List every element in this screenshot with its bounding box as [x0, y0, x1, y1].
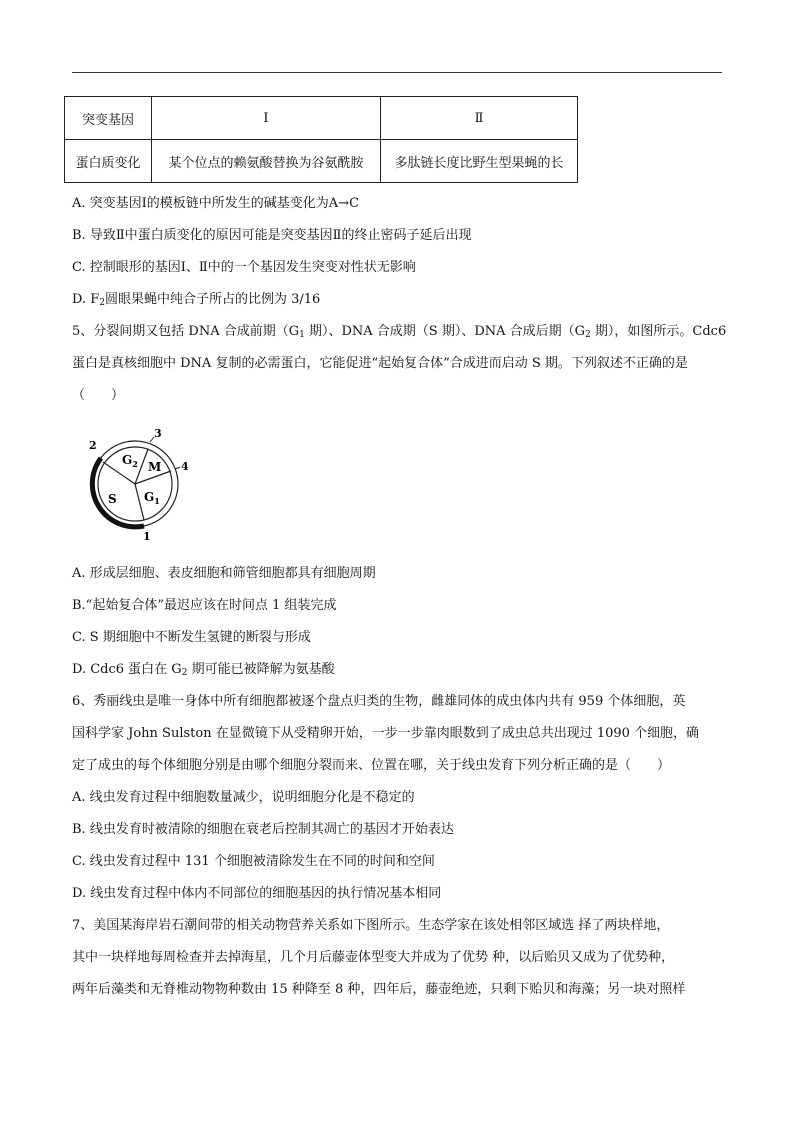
q6-stem-line-1: 6、秀丽线虫是唯一身体中所有细胞都被逐个盘点归类的生物，雌雄同体的成虫体内共有 959 个体细胞，英: [72, 694, 686, 709]
subscript: 1: [299, 330, 305, 340]
cell-cycle-diagram: [80, 428, 200, 548]
q5-option-c: C. S 期细胞中不断发生氢键的断裂与形成: [72, 630, 311, 645]
subscript: 2: [99, 298, 105, 308]
q6-option-b: B. 线虫发育时被清除的细胞在衰老后控制其凋亡的基因才开始表达: [72, 822, 454, 837]
table-cell: 蛋白质变化: [65, 140, 152, 183]
q4-option-a: A. 突变基因Ⅰ的模板链中所发生的碱基变化为A→C: [72, 196, 360, 211]
point-label-2: 2: [89, 439, 97, 452]
table-cell: 某个位点的赖氨酸替换为谷氨酰胺: [152, 140, 381, 183]
point-label-4: 4: [181, 460, 189, 473]
text: D. Cdc6 蛋白在 G: [72, 662, 182, 677]
table-cell: 多肽链长度比野生型果蝇的长: [381, 140, 578, 183]
phase-label-g1: $G_1$: [144, 490, 160, 506]
phase-label-g2: $G_2$: [122, 453, 138, 469]
q7-stem-line-1: 7、美国某海岸岩石潮间带的相关动物营养关系如下图所示。生态学家在该处相邻区域选 择了两块样地，: [72, 918, 670, 933]
phase-label-s: S: [108, 492, 117, 506]
table-row: [65, 140, 578, 183]
mutation-table: [64, 96, 578, 183]
divider-line: [135, 484, 144, 520]
q6-stem-line-3: 定了成虫的每个体细胞分别是由哪个细胞分裂而来、位置在哪，关于线虫发育下列分析正确的是（ ）: [72, 758, 671, 773]
q5-stem-line-3: （ ）: [72, 388, 125, 403]
point-label-1: 1: [143, 530, 151, 543]
q4-option-d: [72, 292, 320, 311]
text: 5、分裂间期又包括 DNA 合成前期（G: [72, 324, 300, 339]
text: 期）、DNA 合成期（S 期）、DNA 合成后期（G: [304, 324, 586, 339]
q5-option-a: A. 形成层细胞、表皮细胞和筛管细胞都具有细胞周期: [72, 566, 376, 581]
table-cell: 突变基因: [65, 97, 152, 140]
q6-stem-line-2: 国科学家 John Sulston 在显微镜下从受精卵开始，一步一步靠肉眼数到了成虫总共出现过 1090 个细胞，确: [72, 726, 700, 741]
q7-stem-line-3: 两年后藻类和无脊椎动物物种数由 15 种降至 8 种，四年后，藤壶绝迹，只剩下贻贝和海藻；另一块对照样: [72, 982, 686, 997]
header-rule: [72, 72, 722, 73]
point-label-3: 3: [154, 428, 162, 440]
text: 圆眼果蝇中纯合子所占的比例为 3/16: [104, 292, 321, 307]
text: D. F: [72, 292, 100, 307]
phase-label-m: M: [148, 460, 162, 474]
table-cell: Ⅱ: [381, 97, 578, 140]
text: 期可能已被降解为氨基酸: [187, 662, 335, 677]
subscript: 2: [585, 330, 591, 340]
q5-option-b: B.“起始复合体”最迟应该在时间点 1 组装完成: [72, 598, 337, 613]
table-row: [65, 97, 578, 140]
q5-option-d: [72, 662, 335, 681]
table-cell: Ⅰ: [152, 97, 381, 140]
q4-option-c: C. 控制眼形的基因Ⅰ、Ⅱ中的一个基因发生突变对性状无影响: [72, 260, 416, 275]
text: 期），如图所示。Cdc6: [590, 324, 727, 339]
q5-stem-line-2: 蛋白是真核细胞中 DNA 复制的必需蛋白，它能促进“起始复合体”合成进而启动 S 期。下列叙述不正确的是: [72, 356, 688, 371]
q7-stem-line-2: 其中一块样地每周检查并去掉海星，几个月后藤壶体型变大并成为了优势 种，以后贻贝又成为了优势种，: [72, 950, 675, 965]
q6-option-a: A. 线虫发育过程中细胞数量减少，说明细胞分化是不稳定的: [72, 790, 415, 805]
pointer-tick: [175, 467, 180, 469]
q6-option-c: C. 线虫发育过程中 131 个细胞被清除发生在不同的时间和空间: [72, 854, 435, 869]
q6-option-d: D. 线虫发育过程中体内不同部位的细胞基因的执行情况基本相同: [72, 886, 442, 901]
q4-option-b: B. 导致Ⅱ中蛋白质变化的原因可能是突变基因Ⅱ的终止密码子延后出现: [72, 228, 472, 243]
q5-stem-line-1: [72, 324, 726, 343]
subscript: 2: [181, 668, 188, 678]
